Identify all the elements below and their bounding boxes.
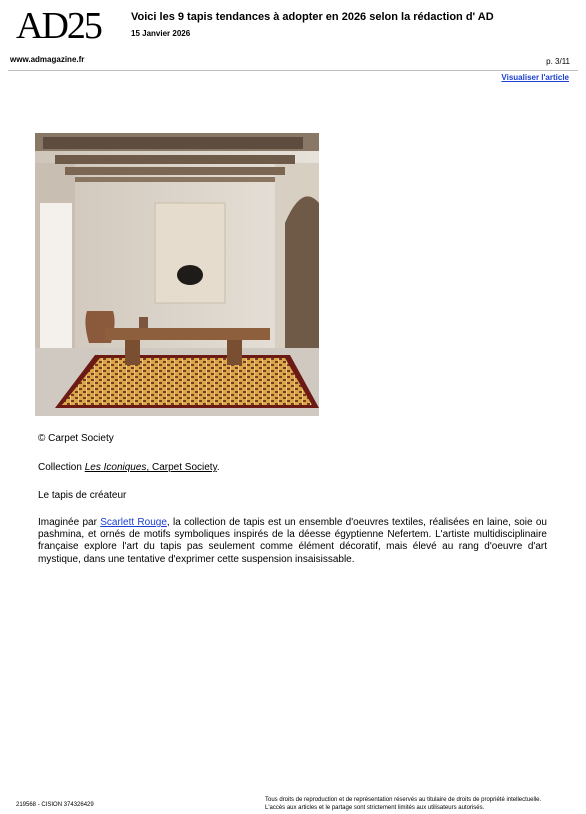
interior-rug-image: [35, 133, 319, 416]
article-photo: [35, 133, 319, 416]
collection-name: Les Iconiques: [84, 462, 147, 473]
body-rest: , la collection de tapis est un ensemble d'oeuvres textiles, réalisées en laine, soie ou pashmina, et ornés de motifs symboliques inspirés de la déesse égyptienne Nefertem. L'artiste multidisciplinaire française explore l'art du tapis pas seulement comme élément décoratif, mais élevé au rang d'oeuvre d'art mystique, dans une tentative d'exprimer cette suspension insaisissable.: [38, 517, 547, 565]
collection-line: [38, 462, 220, 473]
article-headline: Voici les 9 tapis tendances à adopter en 2026 selon la rédaction d' AD: [131, 11, 494, 23]
header-divider: [8, 70, 578, 71]
footer-id: 219568 - CISION 374326429: [16, 802, 94, 808]
collection-brand: , Carpet Society: [146, 462, 217, 473]
body-intro: Imaginée par: [38, 517, 101, 528]
footer-rights: [265, 796, 541, 812]
designer-link[interactable]: Scarlett Rouge: [100, 517, 167, 528]
photo-credit: © Carpet Society: [38, 433, 114, 444]
view-article-link[interactable]: Visualiser l'article: [501, 73, 569, 82]
collection-end: .: [216, 462, 220, 473]
site-url: www.admagazine.fr: [10, 55, 85, 64]
rights-line-2: L'accès aux articles et le partage sont strictement limités aux utilisateurs autorisés.: [265, 805, 485, 811]
collection-prefix: Collection: [38, 462, 85, 473]
section-subhead: Le tapis de créateur: [38, 490, 127, 501]
publication-date: 15 Janvier 2026: [131, 29, 191, 38]
rights-line-1: Tous droits de reproduction et de représentation réservés au titulaire de droits de propriété intellectuelle.: [265, 797, 542, 803]
ad-logo: AD25: [16, 5, 101, 47]
article-body: [38, 517, 547, 566]
page-number: p. 3/11: [546, 57, 570, 66]
